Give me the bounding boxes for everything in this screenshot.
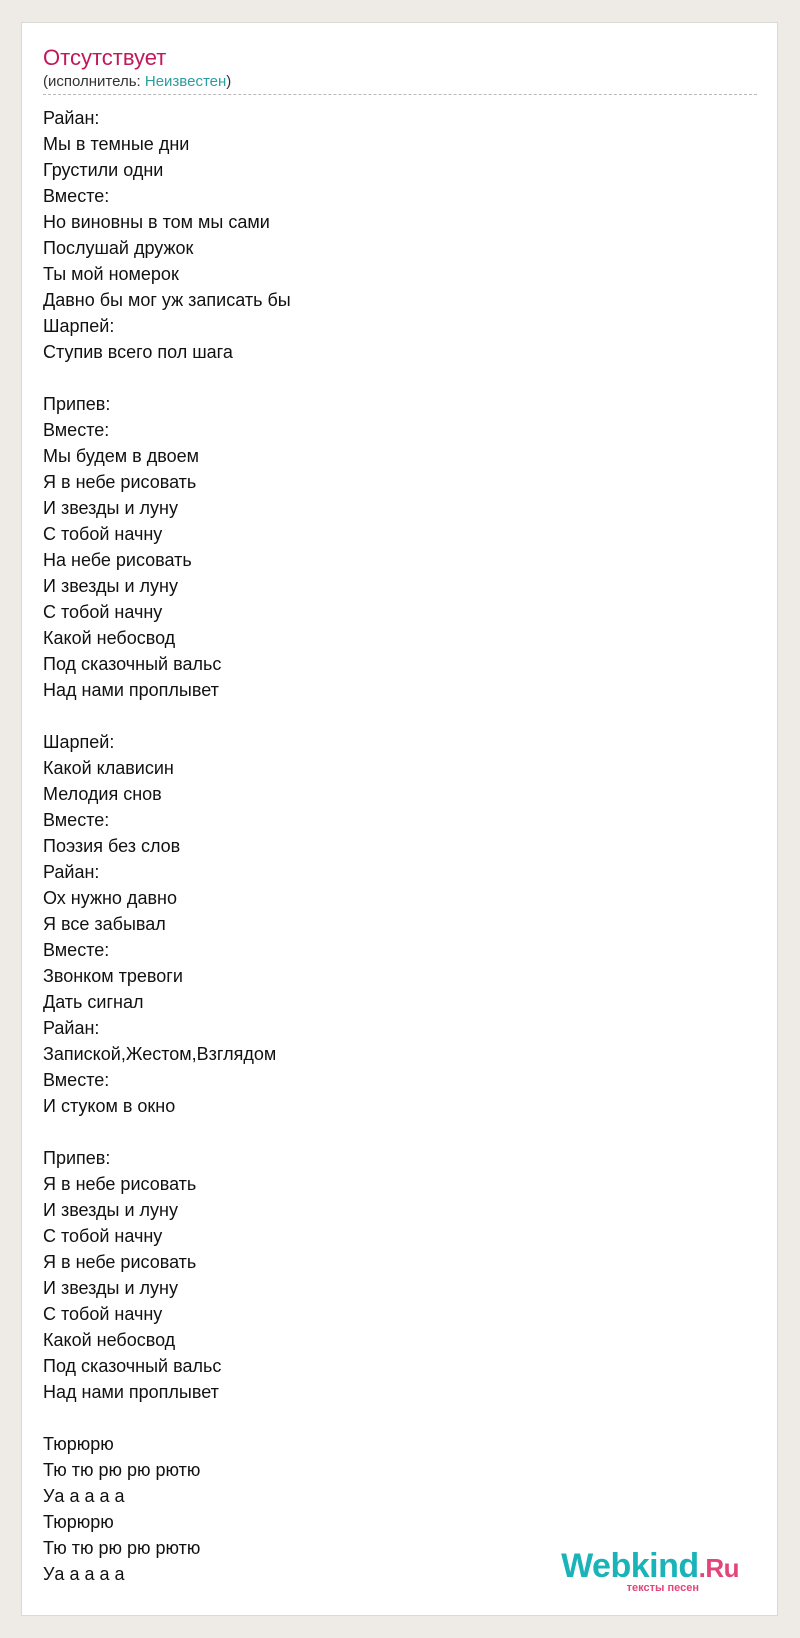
lyric-line: Уа а а а а <box>43 1486 125 1506</box>
lyric-line: И звезды и луну <box>43 1278 178 1298</box>
lyric-line: Над нами проплывет <box>43 680 219 700</box>
lyric-line <box>43 1119 291 1145</box>
lyric-line: Тю тю рю рю рютю <box>43 1538 201 1558</box>
lyric-line: И звезды и луну <box>43 498 178 518</box>
lyric-line: Какой клависин <box>43 758 174 778</box>
lyric-line: Вместе: <box>43 1070 110 1090</box>
lyric-line: Ты мой номерок <box>43 264 179 284</box>
lyric-line <box>43 703 291 729</box>
lyrics-text <box>43 105 291 1587</box>
title-divider <box>43 94 757 95</box>
lyric-line: Припев: <box>43 394 111 414</box>
lyric-line <box>43 365 291 391</box>
lyric-line: И стуком в окно <box>43 1096 176 1116</box>
logo-tld: .Ru <box>698 1553 739 1583</box>
lyric-line: На небе рисовать <box>43 550 192 570</box>
lyric-line: Шарпей: <box>43 732 115 752</box>
lyric-line: Грустили одни <box>43 160 164 180</box>
lyric-line: Райан: <box>43 862 100 882</box>
performer-line <box>43 73 231 91</box>
lyric-line: Какой небосвод <box>43 628 176 648</box>
logo-tagline: тексты песен <box>626 1582 699 1594</box>
lyric-line: Райан: <box>43 1018 100 1038</box>
lyric-line: Под сказочный вальс <box>43 654 222 674</box>
lyric-line: Давно бы мог уж записать бы <box>43 290 291 310</box>
logo-wordmark <box>561 1549 739 1585</box>
lyric-line: И звезды и луну <box>43 1200 178 1220</box>
lyric-line: Вместе: <box>43 810 110 830</box>
lyric-line: Припев: <box>43 1148 111 1168</box>
lyric-line: Но виновны в том мы сами <box>43 212 270 232</box>
lyric-line: С тобой начну <box>43 602 163 622</box>
logo-name: Webkind <box>561 1547 699 1585</box>
lyric-line: Я в небе рисовать <box>43 1252 197 1272</box>
lyric-line: С тобой начну <box>43 1226 163 1246</box>
lyric-line: Я в небе рисовать <box>43 1174 197 1194</box>
lyric-line: Какой небосвод <box>43 1330 176 1350</box>
lyric-line: И звезды и луну <box>43 576 178 596</box>
lyric-line: Мы будем в двоем <box>43 446 199 466</box>
lyric-line: Тюрюрю <box>43 1512 114 1532</box>
lyric-line: Я в небе рисовать <box>43 472 197 492</box>
lyric-line: Мы в темные дни <box>43 134 190 154</box>
lyric-line: Тюрюрю <box>43 1434 114 1454</box>
lyric-line: Послушай дружок <box>43 238 194 258</box>
lyric-line: Ступив всего пол шага <box>43 342 233 362</box>
lyric-line: С тобой начну <box>43 1304 163 1324</box>
lyric-line: Над нами проплывет <box>43 1382 219 1402</box>
lyric-line: Я все забывал <box>43 914 166 934</box>
lyric-line: Уа а а а а <box>43 1564 125 1584</box>
performer-suffix: ) <box>226 73 232 90</box>
lyrics-card <box>21 22 778 1616</box>
song-title: Отсутствует <box>43 45 167 70</box>
lyric-line: Звонком тревоги <box>43 966 183 986</box>
site-logo[interactable] <box>561 1547 739 1594</box>
lyric-line: Вместе: <box>43 940 110 960</box>
lyric-line: Мелодия снов <box>43 784 162 804</box>
lyric-line: С тобой начну <box>43 524 163 544</box>
lyric-line: Под сказочный вальс <box>43 1356 222 1376</box>
lyric-line: Райан: <box>43 108 100 128</box>
lyric-line <box>43 1405 291 1431</box>
lyric-line: Вместе: <box>43 186 110 206</box>
lyric-line: Поэзия без слов <box>43 836 181 856</box>
lyric-line: Шарпей: <box>43 316 115 336</box>
lyric-line: Ох нужно давно <box>43 888 177 908</box>
lyric-line: Запиской,Жестом,Взглядом <box>43 1044 277 1064</box>
performer-link[interactable]: Неизвестен <box>144 73 227 90</box>
performer-prefix: (исполнитель: <box>43 73 145 90</box>
lyric-line: Дать сигнал <box>43 992 144 1012</box>
lyric-line: Вместе: <box>43 420 110 440</box>
lyric-line: Тю тю рю рю рютю <box>43 1460 201 1480</box>
